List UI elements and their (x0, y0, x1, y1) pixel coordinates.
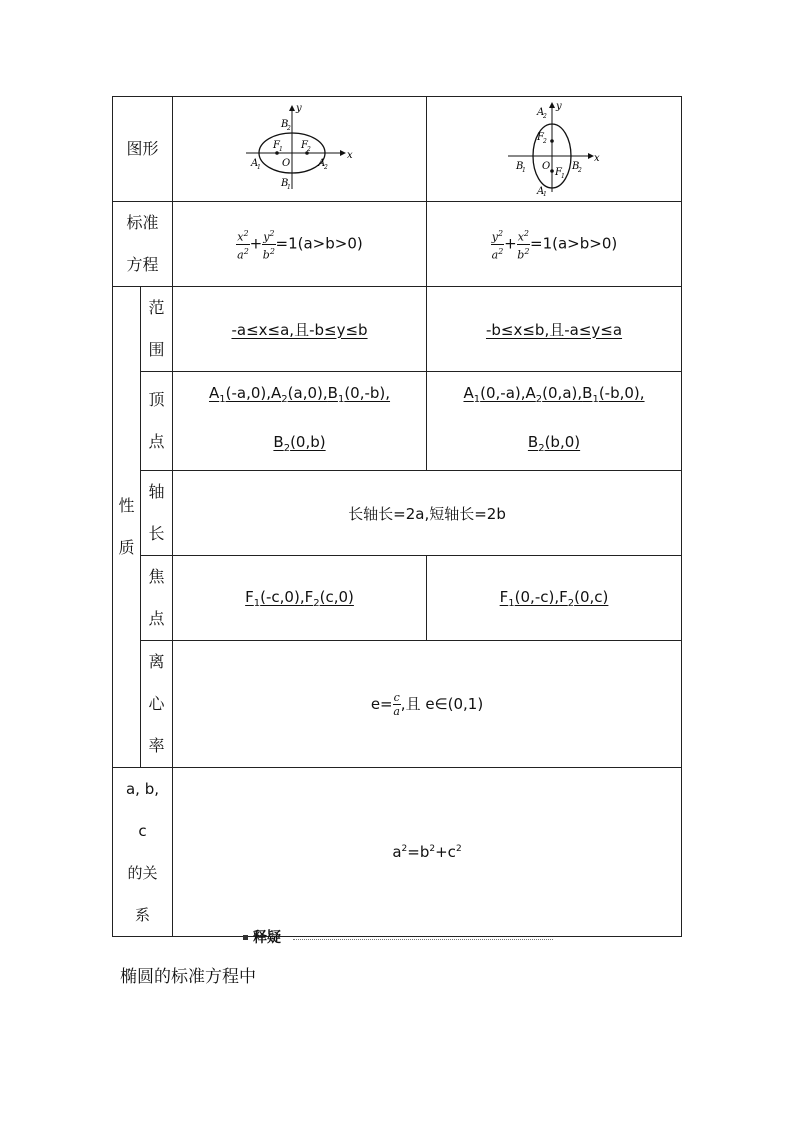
ellipse-properties-table (112, 96, 682, 937)
std-eq-label: 标准 方程 (113, 202, 173, 287)
eq-vertical: $\frac{y^2}{a^2}$ + $\frac{x^2}{b^2}$ =1(a>b>0) (427, 202, 682, 287)
row-eccentricity (113, 641, 682, 768)
ecc-label: 离 心 率 (141, 641, 173, 768)
svg-text:2: 2 (543, 138, 547, 145)
svg-text:1: 1 (286, 184, 291, 191)
svg-text:A: A (537, 186, 545, 196)
row-figure (113, 97, 682, 202)
svg-text:B: B (280, 178, 288, 189)
figure-horizontal-ellipse (173, 97, 427, 202)
row-abc-relation (113, 768, 682, 937)
axis-text: 长轴长=2a,短轴长=2b (173, 471, 682, 556)
focus-label: 焦 点 (141, 556, 173, 641)
svg-text:F: F (537, 132, 544, 143)
svg-text:A: A (317, 158, 325, 169)
svg-text:A: A (537, 107, 545, 118)
eq-horizontal: $\frac{x^2}{a^2}$ + $\frac{y^2}{b^2}$ =1(a>b>0) (173, 202, 427, 287)
svg-text:O: O (281, 158, 290, 169)
svg-text:1: 1 (256, 164, 261, 171)
vertical-ellipse-diagram (504, 98, 604, 196)
row-vertices (113, 372, 682, 471)
svg-text:B: B (280, 119, 288, 130)
svg-text:F: F (555, 167, 562, 178)
row-axis (113, 471, 682, 556)
svg-text:F: F (300, 140, 308, 151)
svg-text:2: 2 (578, 167, 582, 174)
range-label: 范 围 (141, 287, 173, 372)
row-range (113, 287, 682, 372)
abc-formula: $a^2=b^2+c^2$ (173, 768, 682, 937)
range-horizontal: -a≤x≤a,且-b≤y≤b (173, 287, 427, 372)
svg-text:1: 1 (561, 173, 565, 180)
svg-text:x: x (594, 153, 600, 164)
svg-text:O: O (542, 161, 551, 172)
svg-text:2: 2 (323, 164, 328, 171)
figure-vertical-ellipse (427, 97, 682, 202)
note-header (243, 927, 553, 951)
ecc-text: e= $\frac{c}{a}$ ,且 e∈(0,1) (173, 641, 682, 768)
svg-text:2: 2 (286, 125, 291, 132)
focus-horizontal: $F_1(-c,0),F_2(c,0)$ (173, 556, 427, 641)
row-foci (113, 556, 682, 641)
vertex-horizontal: $A_1(-a,0),A_2(a,0),B_1(0,-b)$, $B_2(0,b)$ (173, 372, 427, 471)
svg-text:1: 1 (543, 191, 547, 196)
svg-text:x: x (346, 150, 353, 161)
paragraph-text: 椭圆的标准方程中 (120, 967, 256, 987)
svg-text:y: y (295, 103, 302, 114)
row-standard-equation (113, 202, 682, 287)
square-bullet-icon (243, 935, 248, 940)
svg-text:2: 2 (543, 113, 547, 120)
svg-text:B: B (516, 161, 524, 172)
horizontal-ellipse-diagram (240, 99, 360, 195)
vertex-label: 顶 点 (141, 372, 173, 471)
dotted-divider (293, 939, 553, 940)
abc-label: a, b, c 的关 系 (113, 768, 173, 937)
svg-text:1: 1 (278, 146, 283, 153)
svg-text:y: y (556, 101, 562, 112)
svg-text:F: F (272, 140, 280, 151)
note-label: 释疑 (253, 930, 281, 946)
vertex-vertical: $A_1(0,-a),A_2(0,a),B_1(-b,0)$, $B_2(b,0)$ (427, 372, 682, 471)
properties-label: 性 质 (113, 287, 141, 768)
focus-vertical: $F_1(0,-c),F_2(0,c)$ (427, 556, 682, 641)
axis-label: 轴 长 (141, 471, 173, 556)
range-vertical: -b≤x≤b,且-a≤y≤a (427, 287, 682, 372)
svg-text:B: B (572, 161, 580, 172)
figure-label: 图形 (113, 97, 173, 202)
svg-text:1: 1 (522, 167, 526, 174)
svg-text:2: 2 (306, 146, 311, 153)
svg-text:A: A (250, 158, 258, 169)
